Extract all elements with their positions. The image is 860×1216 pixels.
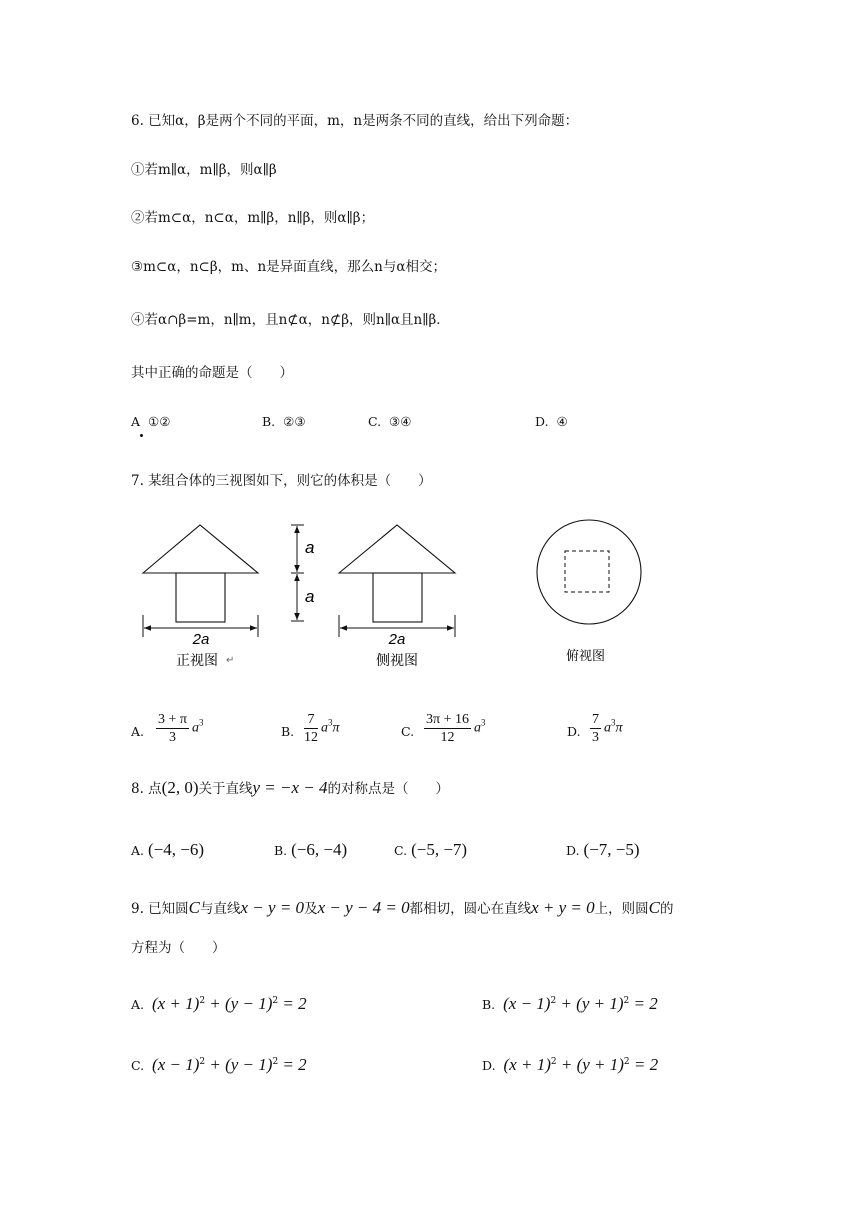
q9-b-sq2: 2 [623, 996, 630, 1006]
q7-option-a-label: A. [131, 724, 145, 739]
q8-pre: 8. 点 [131, 781, 162, 797]
q8-mid: 关于直线 [198, 781, 253, 797]
q6-prop-4: ④若α∩β=m，n∥m，且n⊄α，n⊄β，则n∥α且n∥β． [131, 312, 450, 328]
q9-pre: 9. 已知圆 [131, 901, 189, 917]
q7-option-d-label: D. [567, 724, 581, 739]
q9-a-sq1: 2 [199, 996, 206, 1006]
q7-d-denominator: 3 [592, 730, 599, 745]
q7-b-pi: π [332, 720, 340, 736]
q9-line1: x − y = 0 [240, 898, 305, 917]
q8-option-d-text: (−7, −5) [583, 840, 640, 859]
q9-d-sq1: 2 [550, 1057, 557, 1067]
height-label-lower: a [305, 587, 315, 606]
q9-stem-line2: 方程为（ ） [131, 940, 226, 956]
q7-b-var: a [321, 720, 328, 736]
q7-c-var: a [473, 720, 481, 736]
q7-b-numerator: 7 [304, 711, 318, 729]
q7-c-exp: 3 [480, 717, 486, 728]
q7-d-numerator: 7 [592, 712, 599, 727]
q7-a-numerator: 3 + π [158, 712, 187, 727]
q9-line2: x − y − 4 = 0 [317, 898, 410, 917]
q6-option-b-label: B. [262, 414, 276, 429]
q6-option-c-label: C. [368, 414, 382, 429]
q6-stem: 6. 已知α，β是两个不同的平面，m，n是两条不同的直线，给出下列命题： [131, 113, 579, 129]
q8-post: 的对称点是（ ） [327, 781, 450, 797]
q7-c-denominator: 12 [440, 730, 455, 745]
q9-stem-line1 [131, 899, 673, 918]
q8-point: (2, 0) [161, 778, 199, 797]
q9-d-sq2: 2 [623, 1057, 630, 1067]
return-mark-icon: ↵ [226, 655, 235, 666]
q9-d-p1: (x + 1) [503, 1055, 551, 1074]
side-dim-label: 2a [388, 631, 406, 648]
front-body-square [176, 573, 225, 622]
q8-option-c-text: (−5, −7) [411, 840, 468, 859]
q6-option-d-text: ④ [556, 414, 568, 429]
q8-option-d-label: D. [566, 843, 580, 858]
q7-option-b-label: B. [281, 724, 295, 739]
q9-line3: x + y = 0 [531, 898, 595, 917]
side-view-label: 侧视图 [376, 652, 418, 668]
q9-b-p2: + (y + 1) [556, 994, 624, 1013]
q9-b-p1: (x − 1) [503, 994, 551, 1013]
q7-d-exp: 3 [611, 717, 616, 728]
front-dim-label: 2a [192, 631, 210, 648]
q8-option-d [566, 841, 640, 860]
q6-option-a-text: ①② [147, 414, 171, 429]
q6-question: 其中正确的命题是（ ） [131, 365, 293, 381]
q7-a-var: a [191, 720, 199, 736]
q9-c-p2: + (y − 1) [205, 1055, 273, 1074]
q8-line-eq: y = −x − 4 [252, 778, 328, 797]
q9-t4: 上，则圆 [594, 901, 649, 917]
q8-option-a-text: (−4, −6) [148, 840, 204, 859]
q9-c-sq1: 2 [199, 1057, 206, 1067]
height-dimension [291, 525, 304, 621]
q9-c-sq2: 2 [272, 1057, 279, 1067]
q7-b-denominator: 12 [304, 730, 318, 745]
height-label-upper: a [305, 538, 315, 557]
q6-prop-1: ①若m∥α，m∥β，则α∥β [131, 162, 277, 178]
q9-t2: 及 [304, 901, 318, 917]
q6-option-d-label: D. [535, 414, 549, 429]
q9-c-p1: (x − 1) [152, 1055, 200, 1074]
q7-d-pi: π [615, 720, 623, 736]
q8-option-b-text: (−6, −4) [291, 840, 348, 859]
q9-option-a [131, 992, 307, 1014]
q6-prop-3: ③m⊂α，n⊂β，m、n是异面直线，那么n与α相交； [131, 259, 446, 275]
side-body-square [373, 573, 422, 622]
q9-a-sq2: 2 [272, 996, 279, 1006]
q8-stem [131, 779, 449, 798]
q8-option-a [131, 841, 204, 860]
q9-t3: 都相切，圆心在直线 [409, 901, 532, 917]
q7-b-exp: 3 [328, 717, 333, 728]
q9-option-c [131, 1053, 307, 1075]
q6-option-a-label: A [131, 414, 141, 429]
side-roof-triangle [339, 525, 455, 573]
q6-prop-2: ②若m⊂α，n⊂α，m∥β，n∥β，则α∥β； [131, 210, 375, 226]
top-dashed-square [565, 551, 609, 592]
q8-option-b-label: B. [274, 843, 288, 858]
q7-option-d [587, 711, 623, 746]
q7-a-exp: 3 [198, 717, 204, 728]
q9-option-c-label: C. [131, 1058, 145, 1073]
top-view-label: 俯视图 [566, 648, 606, 663]
q9-t5: 的 [659, 901, 674, 917]
q6-option-c-text: ③④ [389, 414, 412, 429]
q8-option-a-label: A. [131, 843, 145, 858]
q7-option-b [301, 711, 340, 746]
q7-d-var: a [604, 720, 611, 736]
q9-circle-c-2: C [648, 898, 660, 917]
q9-option-b-label: B. [482, 997, 496, 1012]
top-circle [537, 520, 641, 624]
q7-stem: 7. 某组合体的三视图如下，则它的体积是（ ） [131, 473, 432, 489]
front-roof-triangle [143, 525, 258, 573]
q9-option-d-label: D. [482, 1058, 496, 1073]
q9-b-end: = 2 [629, 994, 658, 1013]
q9-c-end: = 2 [278, 1055, 307, 1074]
front-view [143, 525, 258, 637]
q9-option-a-label: A. [131, 997, 145, 1012]
q9-a-end: = 2 [278, 994, 307, 1013]
q8-option-c [394, 841, 467, 860]
q9-t1: 与直线 [200, 901, 241, 917]
q9-a-p1: (x + 1) [151, 994, 200, 1013]
side-view [339, 525, 455, 637]
top-view [537, 520, 641, 624]
q9-d-p2: + (y + 1) [556, 1055, 624, 1074]
q9-circle-c: C [188, 898, 201, 917]
q9-option-d [482, 1053, 658, 1075]
q9-option-b [482, 992, 658, 1014]
q7-option-a [153, 711, 203, 746]
q6-option-b-text: ②③ [283, 414, 306, 429]
q7-a-denominator: 3 [168, 730, 176, 745]
q7-option-c [421, 711, 485, 746]
q9-b-sq1: 2 [550, 996, 557, 1006]
q7-option-c-label: C. [401, 724, 415, 739]
q7-c-numerator: 3π + 16 [426, 712, 469, 727]
q8-option-c-label: C. [394, 843, 408, 858]
q9-d-end: = 2 [629, 1055, 659, 1074]
q8-option-b [274, 841, 347, 860]
front-view-label: 正视图 [176, 652, 218, 668]
q9-a-p2: + (y − 1) [205, 994, 273, 1013]
